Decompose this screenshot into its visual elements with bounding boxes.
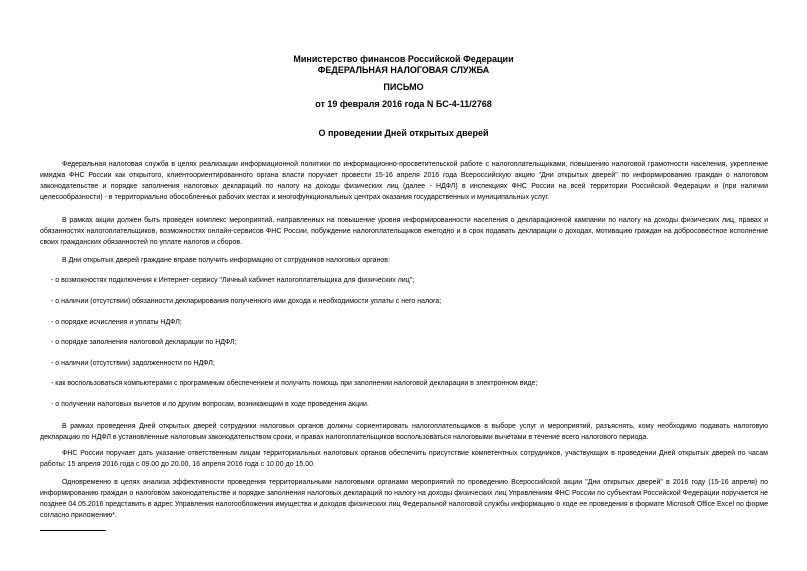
paragraph-1: Федеральная налоговая служба в целях реализации информационной политики по информационно-просветительской работе с налогоплательщиками, повышению налоговой грамотности населения, укрепление имиджа ФНС России как открытого, клиентоориентированного органа власти поручает провести 15-16 апреля 2016 года Всероссийскую акцию "Дни открытых дверей" по информированию граждан о налоговом законодательстве и порядке заполнения налоговых деклараций по налогу на доходы физических лиц (далее - НДФЛ) в инспекциях ФНС России на всей территории Российской Федерации и (при наличии целесообразности) - в территориально обособленных рабочих местах и многофункциональных центрах оказания государственных и муниципальных услуг. [40, 161, 768, 201]
doc-type: ПИСЬМО [383, 82, 424, 92]
list-item: - о порядке заполнения налоговой декларации по НДФЛ; [51, 339, 237, 346]
paragraph-3: В Дни открытых дверей граждане вправе получить информацию от сотрудников налоговых органов: [62, 257, 390, 264]
list-item: - как воспользоваться компьютерами с программным обеспечением и получить помощь при заполнении налоговой декларации в электронном виде; [51, 380, 538, 387]
list-item: - о наличии (отсутствии) задолженности по НДФЛ; [51, 360, 215, 367]
paragraph-5: ФНС России поручает дать указание ответственным лицам территориальных налоговых органов обеспечить присутствие компетентных сотрудников, участвующих в проведении Дней открытых дверей по часам работы: 15 апреля 2016 года с 09.00 до 20.00, 16 апреля 2016 года с 10.00 до 15.00. [40, 450, 768, 468]
paragraph-6: Одновременно в целях анализа эффективности проведения территориальными налоговыми органами мероприятий по проведению Всероссийской акции "Дни открытых дверей" в 2016 году (15-16 апреля) по информированию граждан о налоговом законодательстве и порядке заполнения налоговых деклараций по налогу на доходы физических лиц Управлениям ФНС России по субъектам Российской Федерации поручается не позднее 04.05.2016 представить в адрес Управления налогообложения имущества и доходов физических лиц Федеральной налоговой службы информацию о ходе ее проведения в формате Microsoft Office Excel по форме согласно приложению*. [40, 479, 768, 519]
footnote-divider [40, 530, 106, 531]
paragraph-4: В рамках проведения Дней открытых дверей сотрудники налоговых органов должны сориентировать налогоплательщиков в выборе услуг и мероприятий, разъяснять, кому необходимо подавать налоговую декларацию по НДФЛ в установленные налоговым законодательством сроки, и правах налогоплательщиков воспользоваться налоговыми вычетами в течение всего налогового периода. [40, 423, 768, 441]
list-item: - о порядке исчисления и уплаты НДФЛ; [51, 319, 182, 326]
list-item: - о получении налоговых вычетов и по другим вопросам, возникающим в ходе проведения акции. [51, 401, 369, 408]
paragraph-2: В рамках акции должен быть проведен комплекс мероприятий, направленных на повышение уровня информированности населения о декларационной кампании по налогу на доходы физических лиц, правах и обязанностях налогоплательщиков, возможностях онлайн-сервисов ФНС России, побуждение налогоплательщиков ежегодно и в срок подавать декларации о доходах, мотивацию граждан на добросовестное исполнение своих гражданских обязанностей по уплате налогов и сборов. [40, 217, 768, 246]
doc-reference: от 19 февраля 2016 года N БС-4-11/2768 [315, 99, 492, 109]
list-item: - о возможностях подключения к Интернет-сервису "Личный кабинет налогоплательщика для физических лиц"; [51, 277, 415, 284]
list-item: - о наличии (отсутствии) обязанности декларирования полученного ими дохода и необходимости уплаты с него налога; [51, 298, 442, 305]
service-title: ФЕДЕРАЛЬНАЯ НАЛОГОВАЯ СЛУЖБА [317, 65, 490, 75]
ministry-title: Министерство финансов Российской Федерации [293, 54, 514, 64]
doc-subject: О проведении Дней открытых дверей [318, 128, 489, 138]
